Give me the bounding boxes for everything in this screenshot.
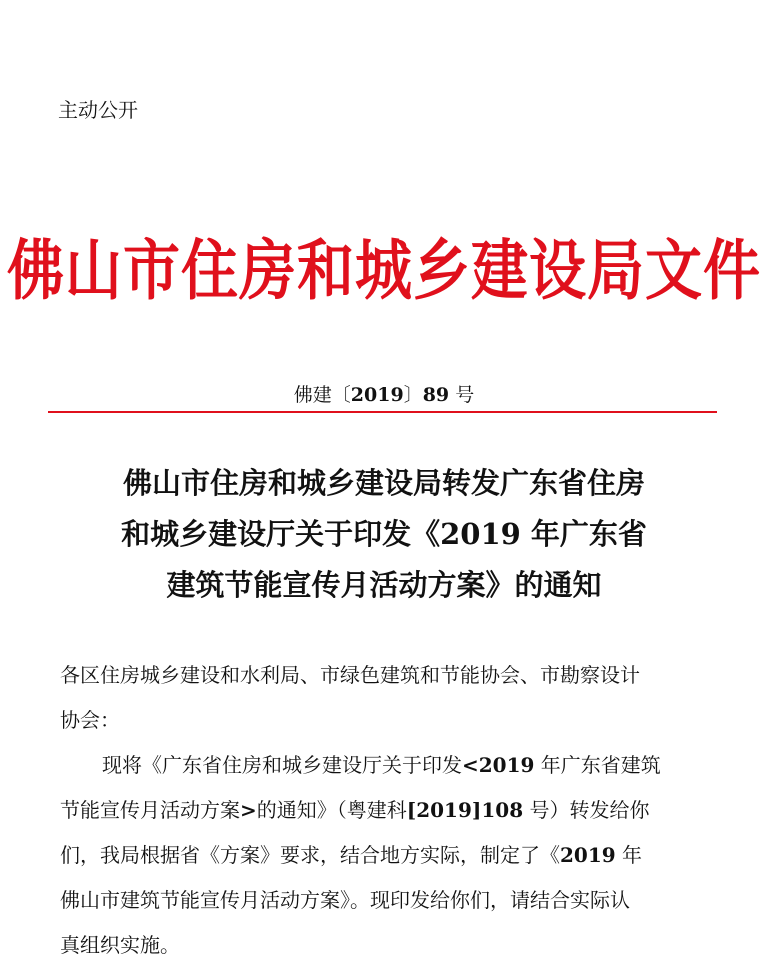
red-divider bbox=[48, 411, 717, 413]
text-run: 号）转发给你 bbox=[523, 798, 650, 822]
disclosure-label: 主动公开 bbox=[58, 98, 138, 122]
doc-number-year: 2019 bbox=[350, 384, 404, 406]
title-line-1: 佛山市住房和城乡建设局转发广东省住房 bbox=[122, 466, 645, 500]
text-run-bold: [2019]108 bbox=[406, 798, 524, 822]
paragraph-line-5: 真组织实施。 bbox=[60, 933, 180, 957]
recipients-line-2: 协会： bbox=[60, 708, 120, 732]
text-run: 年广东省建筑 bbox=[534, 753, 661, 777]
document-body bbox=[60, 653, 710, 968]
text-run: 年 bbox=[615, 843, 643, 867]
doc-number-prefix: 佛建〔 bbox=[293, 384, 351, 406]
title-line-2: 和城乡建设厅关于印发《2019 年广东省 bbox=[121, 517, 647, 551]
paragraph-line-4: 佛山市建筑节能宣传月活动方案》。现印发给你们，请结合实际认 bbox=[60, 888, 630, 912]
text-run: 的通知》（粤建科 bbox=[256, 798, 407, 822]
paragraph-line-1 bbox=[60, 743, 710, 788]
text-run-bold: 2019 bbox=[560, 843, 616, 867]
recipients-line-1: 各区住房城乡建设和水利局、市绿色建筑和节能协会、市勘察设计 bbox=[60, 663, 640, 687]
doc-number-num: 89 bbox=[422, 384, 450, 406]
doc-number-mid: 〕 bbox=[403, 384, 423, 406]
text-run-bold: > bbox=[240, 798, 257, 822]
text-run-bold: <2019 bbox=[462, 753, 535, 777]
document-number bbox=[0, 380, 768, 407]
document-title bbox=[0, 458, 768, 611]
title-line-3: 建筑节能宣传月活动方案》的通知 bbox=[166, 568, 602, 602]
paragraph-line-3 bbox=[60, 833, 710, 878]
issuer-header: 佛山市住房和城乡建设局文件 bbox=[7, 231, 761, 309]
text-run: 节能宣传月活动方案 bbox=[60, 798, 240, 822]
text-run: 们，我局根据省《方案》要求，结合地方实际，制定了《 bbox=[60, 843, 560, 867]
text-run: 现将《广东省住房和城乡建设厅关于印发 bbox=[102, 753, 462, 777]
paragraph-line-2 bbox=[60, 788, 710, 833]
doc-number-suffix: 号 bbox=[449, 384, 475, 406]
